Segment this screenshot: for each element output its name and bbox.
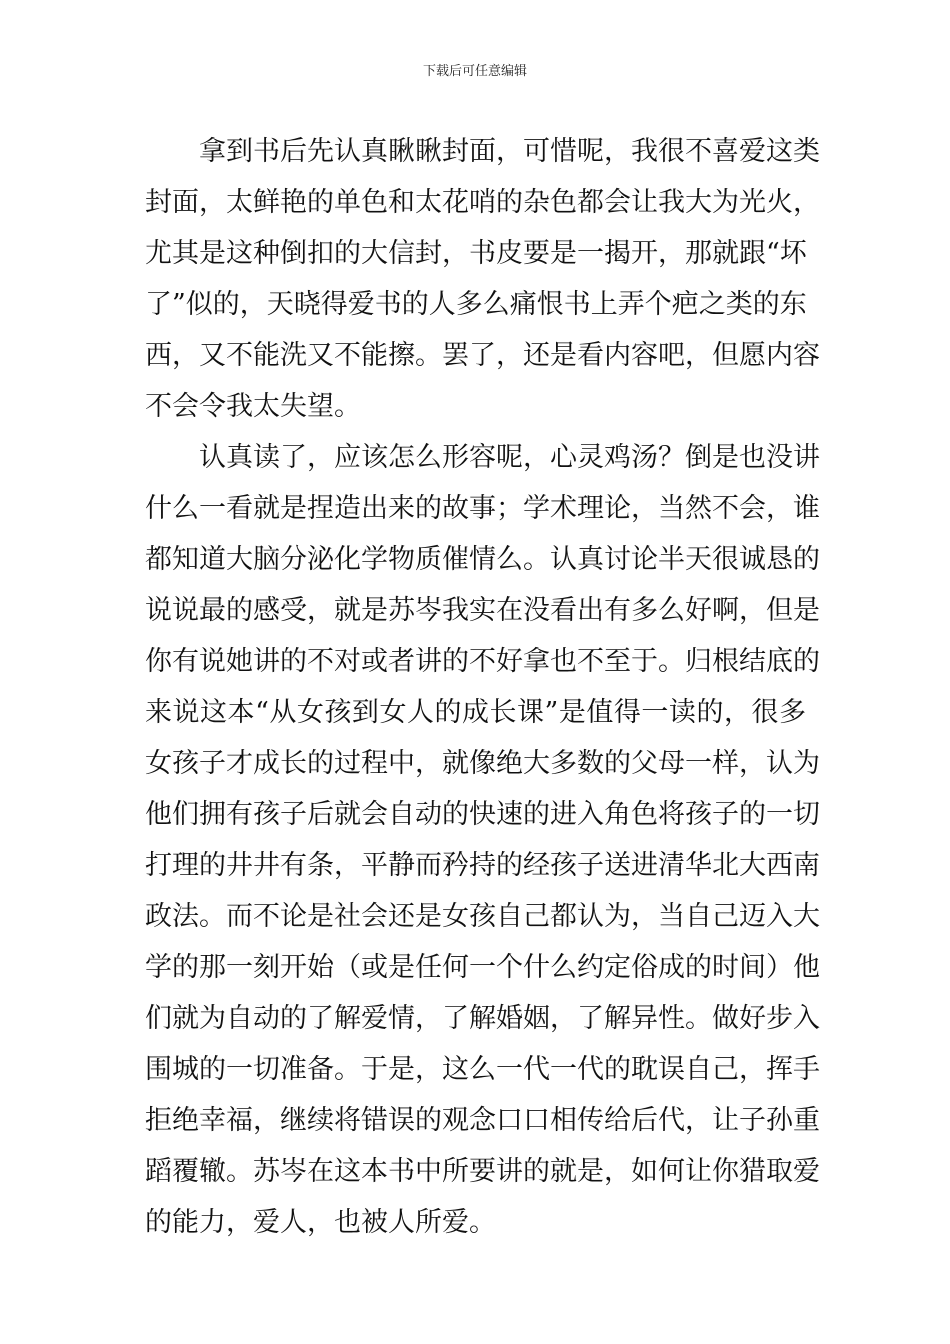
text-line: 拿到书后先认真瞅瞅封面，可惜呢，我很不喜爱这类 <box>199 136 820 167</box>
text-line: 说说最的感受，就是苏岑我实在没看出有多么好啊，但是 <box>145 595 820 626</box>
text-line: 政法。而不论是社会还是女孩自己都认为，当自己迈入大 <box>145 901 820 932</box>
text-line: 来说这本“从女孩到女人的成长课”是值得一读的，很多 <box>145 697 806 728</box>
text-line: 尤其是这种倒扣的大信封，书皮要是一揭开，那就跟“坏 <box>145 238 807 269</box>
text-line: 什么一看就是捏造出来的故事；学术理论，当然不会，谁 <box>145 493 820 524</box>
text-line: 学的那一刻开始（或是任何一个什么约定俗成的时间）他 <box>145 952 820 983</box>
text-line: 你有说她讲的不对或者讲的不好拿也不至于。归根结底的 <box>145 646 820 677</box>
text-line: 了”似的，天晓得爱书的人多么痛恨书上弄个疤之类的东 <box>145 289 807 320</box>
text-line: 不会令我太失望。 <box>145 391 361 422</box>
text-line: 认真读了，应该怎么形容呢，心灵鸡汤？倒是也没讲 <box>199 442 820 473</box>
text-line: 他们拥有孩子后就会自动的快速的进入角色将孩子的一切 <box>145 799 820 830</box>
text-line: 围城的一切准备。于是，这么一代一代的耽误自己，挥手 <box>145 1054 820 1085</box>
page-header: 下载后可任意编辑 <box>422 64 527 79</box>
paragraph-2 <box>145 432 820 1248</box>
text-line: 打理的井井有条，平静而矜持的经孩子送进清华北大西南 <box>145 850 820 881</box>
text-line: 女孩子才成长的过程中，就像绝大多数的父母一样，认为 <box>145 748 820 779</box>
document-body <box>145 126 820 1248</box>
text-line: 都知道大脑分泌化学物质催情么。认真讨论半天很诚恳的 <box>145 544 820 575</box>
text-line: 西，又不能洗又不能擦。罢了，还是看内容吧，但愿内容 <box>145 340 820 371</box>
text-line: 的能力，爱人，也被人所爱。 <box>145 1207 496 1238</box>
text-line: 封面，太鲜艳的单色和太花哨的杂色都会让我大为光火， <box>145 187 820 218</box>
text-line: 蹈覆辙。苏岑在这本书中所要讲的就是，如何让你猎取爱 <box>145 1156 820 1187</box>
paragraph-1 <box>145 126 820 432</box>
text-line: 们就为自动的了解爱情，了解婚姻，了解异性。做好步入 <box>145 1003 820 1034</box>
text-line: 拒绝幸福，继续将错误的观念口口相传给后代，让子孙重 <box>145 1105 820 1136</box>
